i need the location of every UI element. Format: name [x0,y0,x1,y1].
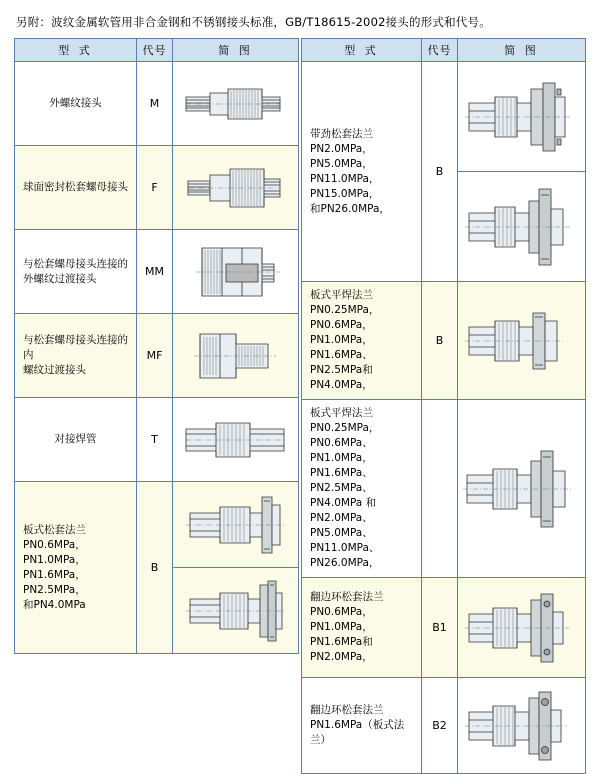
row-figure-cell [458,400,586,578]
right-header-type: 型 式 [302,39,422,62]
row-code-cell: B [137,482,173,654]
row-code-cell: MM [137,230,173,314]
table-row [15,146,299,230]
right-fitting-table [301,38,586,774]
left-header-figure: 简 图 [173,39,299,62]
row-type-cell: 球面密封松套螺母接头 [15,146,137,230]
lap-joint-flange-figure [461,582,583,674]
table-row [15,62,299,146]
row-figure-cell [458,172,586,282]
ribbed-loose-flange-figure-a [461,67,583,167]
row-type-cell: 板式平焊法兰 PN0.25MPa，PN0.6MPa， PN1.0MPa，PN1.6MPa、 PN2.5MPa和PN4.0MPa， [302,282,422,400]
row-type-cell: 对接焊管 [15,398,137,482]
table-row [15,398,299,482]
row-code-cell: B [422,282,458,400]
left-table-header-row [15,39,299,62]
table-row [302,400,586,578]
row-type-cell: 板式平焊法兰 PN0.25MPa，PN0.6MPa、 PN1.0MPa，PN1.6MPa、 PN2.5MPa、PN4.0MPa 和 PN2.0MPa、PN5.0MPa、 PN11.0MPa、PN26.0MPa， [302,400,422,578]
right-table-header-row [302,39,586,62]
left-header-type: 型 式 [15,39,137,62]
male-transition-fitting-figure [176,234,296,310]
row-code-cell: T [137,398,173,482]
row-type-cell: 板式松套法兰 PN0.6MPa，PN1.0MPa， PN1.6MPa，PN2.5MPa， 和PN4.0MPa [15,482,137,654]
right-header-figure: 简 图 [458,39,586,62]
row-code-cell: MF [137,314,173,398]
row-type-cell: 翻边环松套法兰 PN0.6MPa，PN1.0MPa， PN1.6MPa和PN2.0MPa， [302,578,422,678]
female-transition-fitting-figure [176,318,296,394]
table-row [302,282,586,400]
table-row [302,578,586,678]
butt-weld-pipe-figure [176,403,296,477]
spherical-seal-union-nut-figure [176,151,296,225]
lap-joint-flange-plate-figure [461,682,583,770]
row-figure-cell [173,314,299,398]
row-code-cell: B [422,62,458,282]
row-code-cell: B2 [422,678,458,774]
row-figure-cell [458,282,586,400]
plate-flat-welding-flange-figure-2 [461,435,583,543]
row-type-cell: 外螺纹接头 [15,62,137,146]
row-code-cell [422,400,458,578]
plate-flat-welding-flange-figure-1 [461,293,583,389]
ribbed-loose-flange-figure-b [461,177,583,277]
row-code-cell: M [137,62,173,146]
row-figure-cell [173,482,299,654]
row-figure-cell [173,398,299,482]
row-code-cell: F [137,146,173,230]
table-row [15,314,299,398]
row-figure-cell [458,578,586,678]
left-header-code: 代号 [137,39,173,62]
row-type-cell: 带劲松套法兰 PN2.0MPa，PN5.0MPa， PN11.0MPa，PN15.0MPa， 和PN26.0MPa， [302,62,422,282]
table-row [15,230,299,314]
plate-loose-flange-figure-a [176,485,296,565]
left-fitting-table [14,38,299,654]
figure-slot-bottom [173,568,298,653]
row-code-cell: B1 [422,578,458,678]
row-type-cell: 与松套螺母接头连接的内 螺纹过渡接头 [15,314,137,398]
row-type-cell: 翻边环松套法兰 PN1.6MPa（板式法兰） [302,678,422,774]
row-figure-cell [173,62,299,146]
page-caption: 另附：波纹金属软管用非合金钢和不锈钢接头标准，GB/T18615-2002接头的形式和代号。 [16,15,491,29]
table-row [302,62,586,172]
row-figure-cell [173,230,299,314]
row-figure-cell [173,146,299,230]
figure-slot-top [173,482,298,568]
right-header-code: 代号 [422,39,458,62]
plate-loose-flange-figure-b [176,571,296,651]
row-type-cell: 与松套螺母接头连接的 外螺纹过渡接头 [15,230,137,314]
table-row [302,678,586,774]
row-figure-cell [458,678,586,774]
table-row [15,482,299,654]
tables-container [14,38,586,774]
row-figure-cell [458,62,586,172]
male-thread-fitting-figure [176,67,296,141]
